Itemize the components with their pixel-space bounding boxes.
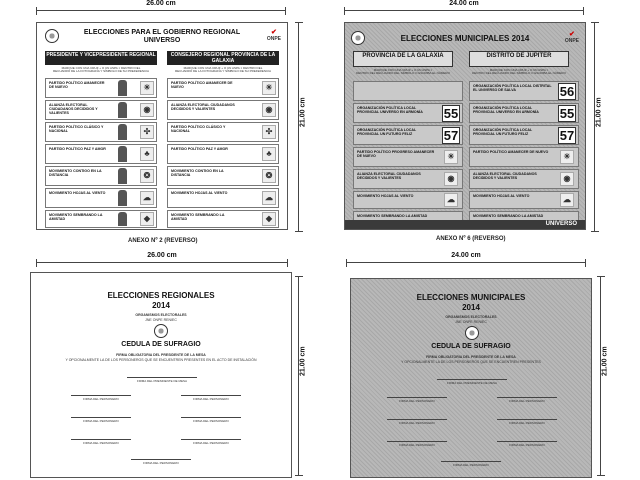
party-symbol-icon: ✣ bbox=[140, 125, 154, 139]
party-row[interactable]: ORGANIZACIÓN POLÍTICA LOCAL DISTRITAL EL UNIVERSO DE SALVA 56 bbox=[469, 81, 579, 101]
party-row[interactable] bbox=[353, 81, 463, 101]
party-row[interactable]: PARTIDO POLÍTICO CLÁSICO Y NACIONAL ✣ bbox=[167, 122, 279, 142]
width-label: 24.00 cm bbox=[446, 0, 482, 7]
reverse-title: ELECCIONES REGIONALES 2014 bbox=[107, 291, 215, 310]
column-header-councilor: CONSEJERO REGIONAL PROVINCIA DE LA GALAXIA bbox=[167, 51, 279, 65]
candidate-photo bbox=[118, 168, 127, 184]
list-number: 55 bbox=[443, 106, 459, 121]
ballot-regional-reverse bbox=[30, 272, 292, 478]
party-symbol-icon: ❂ bbox=[262, 169, 276, 183]
personero-signature-line[interactable] bbox=[71, 417, 131, 418]
personero-signature-label: FIRMA DEL PERSONERO bbox=[509, 421, 545, 425]
party-row[interactable]: ALIANZA ELECTORAL CIUDADANOS DECIDIDOS Y VALIENTES ◉ bbox=[45, 100, 157, 120]
list-number: 55 bbox=[559, 106, 575, 121]
party-row[interactable]: MOVIMIENTO SEMBRANDO LA AMISTAD ◆ bbox=[167, 210, 279, 228]
list-number: 57 bbox=[559, 128, 575, 143]
party-symbol-icon: ♣ bbox=[140, 147, 154, 161]
party-row[interactable]: ALIANZA ELECTORAL CIUDADANOS DECIDIDOS Y VALIENTES ◉ bbox=[167, 100, 279, 120]
height-label: 21.00 cm bbox=[299, 346, 307, 376]
signature-instructions-2: Y OPCIONALMENTE LA DE LOS PERSONEROS QUE SE ENCUENTREN PRESENTES bbox=[401, 360, 541, 364]
party-symbol-icon: ☀ bbox=[140, 81, 154, 95]
personero-signature-line[interactable] bbox=[497, 441, 557, 442]
party-symbol-icon: ◉ bbox=[262, 103, 276, 117]
president-signature-label: FIRMA DEL PRESIDENTE DE MESA bbox=[136, 379, 188, 383]
party-row[interactable]: MOVIMIENTO SEMBRANDO LA AMISTAD ◆ bbox=[45, 210, 157, 228]
candidate-photo bbox=[118, 146, 127, 162]
onpe-logo: ✔ ONPE bbox=[565, 31, 579, 44]
personero-signature-label: FIRMA DEL PERSONERO bbox=[83, 441, 119, 445]
personero-signature-line[interactable] bbox=[71, 439, 131, 440]
list-number: 57 bbox=[443, 128, 459, 143]
party-row[interactable]: PARTIDO POLÍTICO AMANECER DE NUEVO ☀ bbox=[469, 147, 579, 167]
column-header-president: PRESIDENTE Y VICEPRESIDENTE REGIONAL bbox=[45, 51, 157, 65]
party-row[interactable]: PARTIDO POLÍTICO PAZ Y AMOR ♣ bbox=[167, 144, 279, 164]
column-header-district: DISTRITO DE JUPITER bbox=[469, 51, 569, 67]
party-row[interactable]: MOVIMIENTO HOJAS AL VIENTO ☁ bbox=[469, 191, 579, 209]
height-dimension bbox=[600, 276, 610, 476]
president-signature-label: FIRMA DEL PRESIDENTE DE MESA bbox=[446, 381, 498, 385]
party-row[interactable]: MOVIMIENTO SEMBRANDO LA AMISTAD bbox=[469, 211, 579, 223]
width-dimension bbox=[36, 0, 286, 20]
personero-signature-line[interactable] bbox=[181, 395, 241, 396]
party-symbol-icon: ☀ bbox=[444, 150, 458, 164]
party-symbol-icon: ✣ bbox=[262, 125, 276, 139]
width-label: 26.00 cm bbox=[144, 252, 180, 259]
party-row[interactable]: MOVIMIENTO HOJAS AL VIENTO ☁ bbox=[353, 191, 463, 209]
candidate-photo bbox=[118, 190, 127, 206]
ballot-title: ELECCIONES PARA EL GOBIERNO REGIONAL UNIVERSO bbox=[83, 29, 241, 44]
personero-signature-line[interactable] bbox=[387, 397, 447, 398]
organisms-line: ORGANISMOS ELECTORALES bbox=[135, 313, 187, 317]
onpe-logo: ✔ ONPE bbox=[267, 29, 281, 42]
cedula-title: CEDULA DE SUFRAGIO bbox=[431, 343, 511, 350]
party-symbol-icon: ◉ bbox=[140, 103, 154, 117]
party-row[interactable]: PARTIDO POLÍTICO PAZ Y AMOR ♣ bbox=[45, 144, 157, 164]
party-symbol-icon: ◉ bbox=[444, 172, 458, 186]
ballot-regional-front bbox=[36, 22, 288, 230]
personero-signature-label: FIRMA DEL PERSONERO bbox=[143, 461, 179, 465]
party-symbol-icon: ♣ bbox=[262, 147, 276, 161]
organisms-sub: JNE ONPE RENIEC bbox=[145, 318, 177, 322]
party-row[interactable]: MOVIMIENTO HOJAS AL VIENTO ☁ bbox=[167, 188, 279, 208]
width-dimension bbox=[346, 252, 586, 272]
president-signature-line[interactable] bbox=[127, 377, 197, 378]
party-row[interactable]: ORGANIZACIÓN POLÍTICA LOCAL PROVINCIAL UNIVERSO EN ARMONÍA 55 bbox=[469, 103, 579, 123]
party-row[interactable]: PARTIDO POLÍTICO AMANECER DE NUEVO ☀ bbox=[167, 78, 279, 98]
height-dimension bbox=[298, 22, 308, 232]
national-seal-icon bbox=[154, 324, 168, 338]
width-label: 26.00 cm bbox=[143, 0, 179, 7]
party-symbol-icon: ☁ bbox=[560, 193, 574, 207]
signature-instructions-2: Y OPCIONALMENTE LA DE LOS PERSONEROS QUE SE ENCUENTREN PRESENTES EN EL ACTO DE INSTALACIÓN bbox=[65, 358, 257, 362]
personero-signature-label: FIRMA DEL PERSONERO bbox=[193, 419, 229, 423]
signature-instructions-1: FIRMA OBLIGATORIA DEL PRESIDENTE DE LA MESA bbox=[426, 355, 516, 359]
personero-signature-label: FIRMA DEL PERSONERO bbox=[83, 419, 119, 423]
personero-signature-label: FIRMA DEL PERSONERO bbox=[193, 397, 229, 401]
list-number: 56 bbox=[559, 84, 575, 99]
party-row[interactable]: MOVIMIENTO HOJAS AL VIENTO ☁ bbox=[45, 188, 157, 208]
width-dimension bbox=[36, 252, 288, 272]
party-symbol-icon: ◆ bbox=[262, 212, 276, 226]
personero-signature-label: FIRMA DEL PERSONERO bbox=[509, 443, 545, 447]
candidate-photo bbox=[118, 102, 127, 118]
candidate-photo bbox=[118, 212, 127, 226]
party-symbol-icon: ☁ bbox=[140, 191, 154, 205]
party-row[interactable]: PARTIDO POLÍTICO CLÁSICO Y NACIONAL ✣ bbox=[45, 122, 157, 142]
party-row[interactable]: MOVIMIENTO CONTIGO EN LA DISTANCIA ❂ bbox=[45, 166, 157, 186]
party-row[interactable]: ORGANIZACIÓN POLÍTICA LOCAL PROVINCIAL UN FUTURO FELIZ 57 bbox=[469, 125, 579, 145]
annex-caption: ANEXO Nº 6 (REVERSO) bbox=[436, 236, 506, 242]
width-dimension bbox=[344, 0, 584, 20]
ballot-municipal-reverse bbox=[350, 278, 592, 478]
personero-signature-label: FIRMA DEL PERSONERO bbox=[399, 399, 435, 403]
party-row[interactable]: MOVIMIENTO SEMBRANDO LA AMISTAD bbox=[353, 211, 463, 223]
party-symbol-icon: ☀ bbox=[560, 150, 574, 164]
height-label: 21.00 cm bbox=[601, 346, 609, 376]
personero-signature-line[interactable] bbox=[441, 461, 501, 462]
instructions-right: MARQUE CON UNA CRUZ + O UN ASPA × DENTRO DEL RECUADRO DE LA FOTOGRAFÍA Y SÍMBOLO DE SU PREFERENCIA bbox=[174, 66, 272, 73]
party-row[interactable]: ALIANZA ELECTORAL CIUDADANOS DECIDIDOS Y VALIENTES ◉ bbox=[469, 169, 579, 189]
party-symbol-icon: ☀ bbox=[262, 81, 276, 95]
personero-signature-line[interactable] bbox=[387, 441, 447, 442]
party-symbol-icon: ☁ bbox=[262, 191, 276, 205]
party-row[interactable]: ORGANIZACIÓN POLÍTICA LOCAL PROVINCIAL UN FUTURO FELIZ 57 bbox=[353, 125, 463, 145]
personero-signature-label: FIRMA DEL PERSONERO bbox=[509, 399, 545, 403]
organisms-line: ORGANISMOS ELECTORALES bbox=[445, 315, 497, 319]
personero-signature-label: FIRMA DEL PERSONERO bbox=[399, 443, 435, 447]
height-label: 21.00 cm bbox=[299, 97, 307, 127]
party-symbol-icon: ❂ bbox=[140, 169, 154, 183]
party-row[interactable]: PARTIDO POLÍTICO AMANECER DE NUEVO ☀ bbox=[45, 78, 157, 98]
personero-signature-line[interactable] bbox=[497, 419, 557, 420]
height-label: 21.00 cm bbox=[595, 97, 603, 127]
width-label: 24.00 cm bbox=[448, 252, 484, 259]
party-row[interactable]: MOVIMIENTO CONTIGO EN LA DISTANCIA ❂ bbox=[167, 166, 279, 186]
ballot-municipal-front bbox=[344, 22, 586, 230]
cedula-title: CEDULA DE SUFRAGIO bbox=[121, 341, 201, 348]
organisms-sub: JNE ONPE RENIEC bbox=[455, 320, 487, 324]
instructions-right: MARQUE CON UNA CRUZ + O UN ASPA × DENTRO DEL RECUADRO DEL SÍMBOLO O ESCRIBA EL NÚMERO bbox=[472, 68, 566, 75]
instructions-left: MARQUE CON UNA CRUZ + O UN ASPA × DENTRO DEL RECUADRO DEL SÍMBOLO O ESCRIBA EL NÚMERO bbox=[356, 68, 450, 75]
party-row[interactable]: ORGANIZACIÓN POLÍTICA LOCAL PROVINCIAL UNIVERSO EN ARMONÍA 55 bbox=[353, 103, 463, 123]
personero-signature-line[interactable] bbox=[181, 417, 241, 418]
instructions-left: MARQUE CON UNA CRUZ + O UN ASPA × DENTRO DEL RECUADRO DE LA FOTOGRAFÍA Y SÍMBOLO DE SU PREFERENCIA bbox=[52, 66, 150, 73]
height-dimension bbox=[298, 276, 308, 476]
candidate-photo bbox=[118, 124, 127, 140]
personero-signature-line[interactable] bbox=[387, 419, 447, 420]
personero-signature-label: FIRMA DEL PERSONERO bbox=[83, 397, 119, 401]
party-symbol-icon: ☁ bbox=[444, 193, 458, 207]
candidate-photo bbox=[118, 80, 127, 96]
signature-instructions-1: FIRMA OBLIGATORIA DEL PRESIDENTE DE LA MESA bbox=[116, 353, 206, 357]
personero-signature-line[interactable] bbox=[497, 397, 557, 398]
height-dimension bbox=[594, 22, 604, 232]
universe-footer-band: UNIVERSO bbox=[345, 220, 585, 229]
personero-signature-line[interactable] bbox=[131, 459, 191, 460]
national-seal-icon bbox=[465, 326, 479, 340]
president-signature-line[interactable] bbox=[437, 379, 507, 380]
party-symbol-icon: ◉ bbox=[560, 172, 574, 186]
party-row[interactable]: PARTIDO POLÍTICO PROGRESO AMANECER DE NUEVO ☀ bbox=[353, 147, 463, 167]
column-header-province: PROVINCIA DE LA GALAXIA bbox=[353, 51, 453, 67]
personero-signature-label: FIRMA DEL PERSONERO bbox=[453, 463, 489, 467]
annex-caption: ANEXO Nº 2 (REVERSO) bbox=[128, 238, 198, 244]
personero-signature-label: FIRMA DEL PERSONERO bbox=[399, 421, 435, 425]
party-symbol-icon: ◆ bbox=[140, 212, 154, 226]
personero-signature-line[interactable] bbox=[181, 439, 241, 440]
party-row[interactable]: ALIANZA ELECTORAL CIUDADANOS DECIDIDOS Y VALIENTES ◉ bbox=[353, 169, 463, 189]
personero-signature-line[interactable] bbox=[71, 395, 131, 396]
ballot-title: ELECCIONES MUNICIPALES 2014 bbox=[400, 34, 530, 43]
personero-signature-label: FIRMA DEL PERSONERO bbox=[193, 441, 229, 445]
reverse-title: ELECCIONES MUNICIPALES 2014 bbox=[416, 293, 526, 312]
